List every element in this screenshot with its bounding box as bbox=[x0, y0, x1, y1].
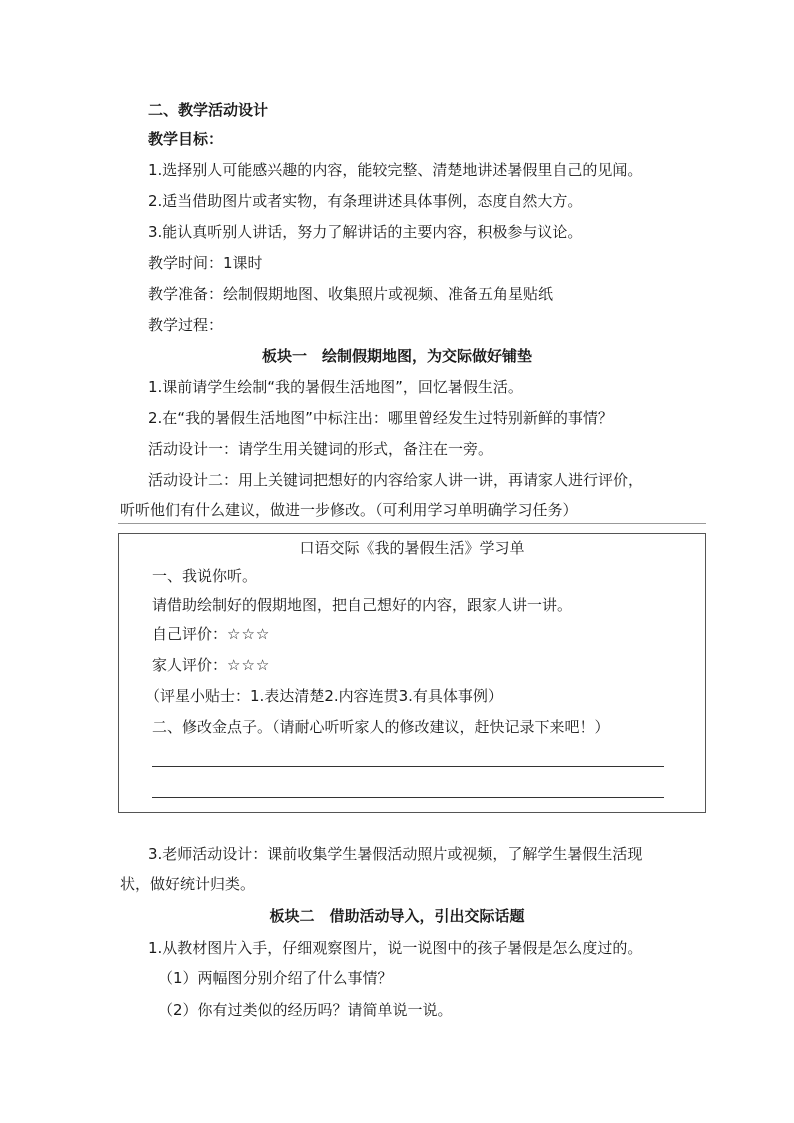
teaching-prep: 教学准备：绘制假期地图、收集照片或视频、准备五角星贴纸 bbox=[148, 285, 554, 303]
objective-item: 3.能认真听别人讲话，努力了解讲话的主要内容，积极参与议论。 bbox=[148, 223, 583, 241]
block2-title: 板块二 借助活动导入，引出交际话题 bbox=[269, 907, 525, 925]
worksheet-part1: 一、我说你听。 bbox=[152, 567, 258, 585]
teacher-design-line1: 3.老师活动设计：课前收集学生暑假活动照片或视频，了解学生暑假生活现 bbox=[148, 845, 643, 863]
worksheet-title: 口语交际《我的暑假生活》学习单 bbox=[299, 539, 525, 557]
section-heading: 二、教学活动设计 bbox=[148, 101, 269, 119]
objective-item: 2.适当借助图片或者实物，有条理讲述具体事例，态度自然大方。 bbox=[148, 192, 583, 210]
worksheet-instruction: 请借助绘制好的假期地图，把自己想好的内容，跟家人讲一讲。 bbox=[152, 596, 573, 614]
self-eval-row bbox=[152, 623, 270, 645]
worksheet-part2: 二、修改金点子。（请耐心听听家人的修改建议，赶快记录下来吧！） bbox=[152, 718, 610, 736]
teacher-design-line2: 状，做好统计归类。 bbox=[120, 875, 256, 893]
block1-item: 听听他们有什么建议，做进一步修改。（可利用学习单明确学习任务） bbox=[120, 501, 578, 519]
teaching-time: 教学时间：1课时 bbox=[148, 254, 263, 272]
write-line[interactable] bbox=[152, 797, 664, 798]
block1-title: 板块一 绘制假期地图，为交际做好铺垫 bbox=[261, 347, 532, 365]
self-eval-stars[interactable]: ☆☆☆ bbox=[227, 625, 271, 643]
family-eval-stars[interactable]: ☆☆☆ bbox=[227, 656, 271, 674]
block2-item: （2）你有过类似的经历吗？请简单说一说。 bbox=[158, 1001, 453, 1019]
teaching-process: 教学过程： bbox=[148, 316, 224, 334]
write-line[interactable] bbox=[152, 766, 664, 767]
block1-item: 2.在“我的暑假生活地图”中标注出：哪里曾经发生过特别新鲜的事情？ bbox=[148, 409, 613, 427]
family-eval-row bbox=[152, 654, 270, 676]
block1-item: 活动设计一：请学生用关键词的形式，备注在一旁。 bbox=[148, 440, 494, 458]
block1-item: 活动设计二：用上关键词把想好的内容给家人讲一讲，再请家人进行评价， bbox=[148, 471, 644, 489]
block2-item: 1.从教材图片入手，仔细观察图片，说一说图中的孩子暑假是怎么度过的。 bbox=[148, 939, 643, 957]
rating-tips: （评星小贴士：1.表达清楚2.内容连贯3.有具体事例） bbox=[145, 687, 503, 705]
worksheet-box bbox=[118, 533, 706, 813]
self-eval-label: 自己评价： bbox=[152, 625, 228, 643]
family-eval-label: 家人评价： bbox=[152, 656, 228, 674]
objective-item: 1.选择别人可能感兴趣的内容，能较完整、清楚地讲述暑假里自己的见闻。 bbox=[148, 161, 643, 179]
block1-item: 1.课前请学生绘制“我的暑假生活地图”，回忆暑假生活。 bbox=[148, 378, 523, 396]
block2-item: （1）两幅图分别介绍了什么事情？ bbox=[158, 969, 393, 987]
divider bbox=[118, 523, 706, 524]
objectives-title: 教学目标： bbox=[148, 130, 224, 148]
